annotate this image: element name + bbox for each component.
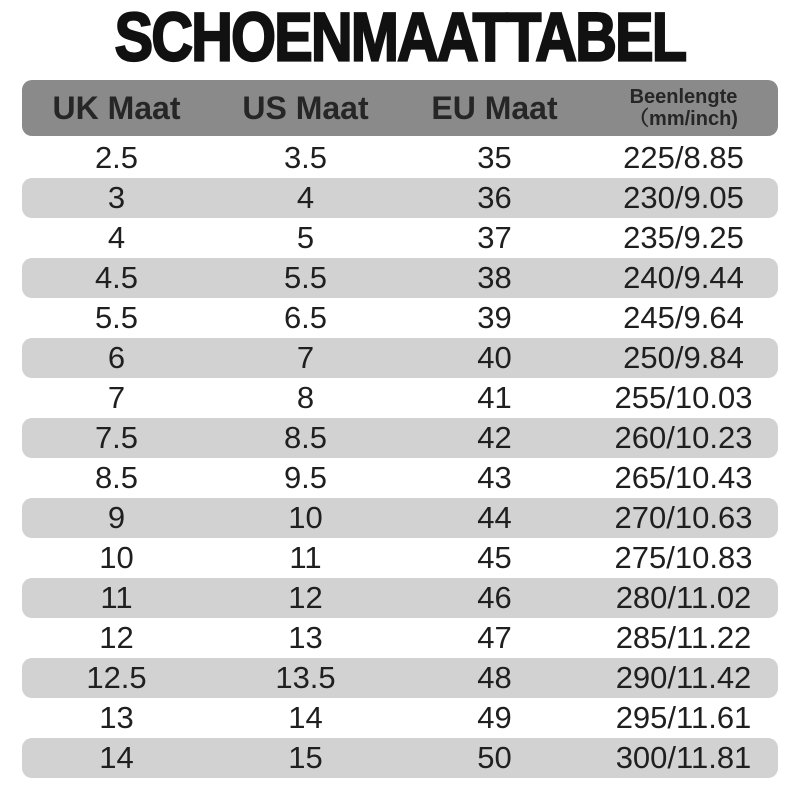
table-row: [22, 458, 778, 498]
table-cell-eu: 39: [477, 300, 512, 335]
table-header-row: [22, 80, 778, 136]
table-cell-beenlengte: 280/11.02: [615, 580, 752, 615]
table-cell-beenlengte: 285/11.22: [615, 620, 752, 655]
table-row: [22, 698, 778, 738]
table-cell-us: 8.5: [283, 420, 328, 455]
table-cell-uk: 7.5: [94, 420, 139, 455]
table-row: [22, 498, 778, 538]
table-row: [22, 738, 778, 778]
table-cell-uk: 12: [99, 620, 134, 655]
table-cell-eu: 42: [477, 420, 512, 455]
table-cell-us: 7: [296, 340, 315, 375]
table-cell-eu: 40: [477, 340, 512, 375]
table-cell-us: 4: [296, 180, 315, 215]
table-cell-beenlengte: 230/9.05: [623, 180, 744, 215]
table-row: [22, 618, 778, 658]
table-cell-uk: 9: [107, 500, 126, 535]
table-cell-uk: 8.5: [94, 460, 139, 495]
table-cell-eu: 37: [477, 220, 512, 255]
table-cell-uk: 10: [99, 540, 134, 575]
table-cell-us: 9.5: [283, 460, 328, 495]
table-cell-eu: 43: [477, 460, 512, 495]
table-cell-us: 11: [289, 540, 322, 575]
table-cell-eu: 35: [477, 140, 512, 175]
table-cell-eu: 45: [477, 540, 512, 575]
table-cell-eu: 49: [477, 700, 512, 735]
table-cell-us: 15: [288, 740, 323, 775]
table-row: [22, 378, 778, 418]
table-cell-eu: 38: [477, 260, 512, 295]
table-cell-us: 10: [288, 500, 323, 535]
table-cell-us: 5.5: [283, 260, 328, 295]
table-cell-beenlengte: 290/11.42: [615, 660, 752, 695]
column-header-eu-maat: EU Maat: [431, 89, 558, 126]
table-cell-eu: 50: [477, 740, 512, 775]
table-cell-beenlengte: 265/10.43: [614, 460, 753, 495]
table-cell-eu: 44: [477, 500, 512, 535]
table-cell-us: 13: [288, 620, 323, 655]
shoe-size-chart: [0, 2, 800, 778]
table-row: [22, 418, 778, 458]
table-cell-uk: 3: [107, 180, 126, 215]
table-cell-uk: 7: [107, 380, 126, 415]
table-cell-uk: 11: [100, 580, 133, 615]
page-title: SCHOENMAATTABEL: [114, 0, 686, 76]
table-cell-beenlengte: 295/11.61: [615, 700, 752, 735]
table-cell-eu: 36: [477, 180, 512, 215]
table-cell-uk: 13: [99, 700, 134, 735]
table-cell-us: 8: [296, 380, 315, 415]
table-cell-uk: 14: [99, 740, 134, 775]
table-row: [22, 178, 778, 218]
beenlengte-label-line2: （mm/inch): [629, 108, 738, 130]
table-cell-us: 14: [288, 700, 323, 735]
column-header-us-maat: US Maat: [242, 89, 369, 126]
column-header-beenlengte: [589, 86, 778, 131]
table-cell-uk: 6: [107, 340, 126, 375]
table-cell-beenlengte: 250/9.84: [623, 340, 744, 375]
table-cell-uk: 5.5: [94, 300, 139, 335]
table-row: [22, 138, 778, 178]
table-cell-beenlengte: 300/11.81: [615, 740, 752, 775]
table-cell-beenlengte: 260/10.23: [614, 420, 753, 455]
table-cell-beenlengte: 235/9.25: [623, 220, 744, 255]
table-cell-us: 6.5: [283, 300, 328, 335]
table-cell-beenlengte: 225/8.85: [623, 140, 744, 175]
size-table: [22, 80, 778, 778]
table-cell-uk: 2.5: [94, 140, 139, 175]
table-cell-eu: 41: [477, 380, 512, 415]
table-cell-us: 12: [288, 580, 323, 615]
table-row: [22, 258, 778, 298]
table-cell-us: 3.5: [283, 140, 328, 175]
table-row: [22, 298, 778, 338]
table-cell-eu: 47: [477, 620, 512, 655]
table-cell-beenlengte: 240/9.44: [623, 260, 744, 295]
beenlengte-label-line1: Beenlengte: [629, 85, 738, 108]
table-cell-beenlengte: 275/10.83: [614, 540, 753, 575]
table-cell-uk: 4: [107, 220, 126, 255]
table-row: [22, 538, 778, 578]
table-cell-us: 5: [296, 220, 315, 255]
table-cell-beenlengte: 255/10.03: [614, 380, 753, 415]
column-header-uk-maat: UK Maat: [52, 89, 181, 126]
table-cell-uk: 4.5: [94, 260, 139, 295]
table-cell-beenlengte: 245/9.64: [623, 300, 744, 335]
table-row: [22, 338, 778, 378]
table-cell-us: 13.5: [275, 660, 336, 695]
table-row: [22, 218, 778, 258]
table-cell-eu: 46: [477, 580, 512, 615]
table-cell-uk: 12.5: [86, 660, 147, 695]
table-cell-beenlengte: 270/10.63: [614, 500, 753, 535]
table-cell-eu: 48: [477, 660, 512, 695]
table-row: [22, 578, 778, 618]
table-row: [22, 658, 778, 698]
